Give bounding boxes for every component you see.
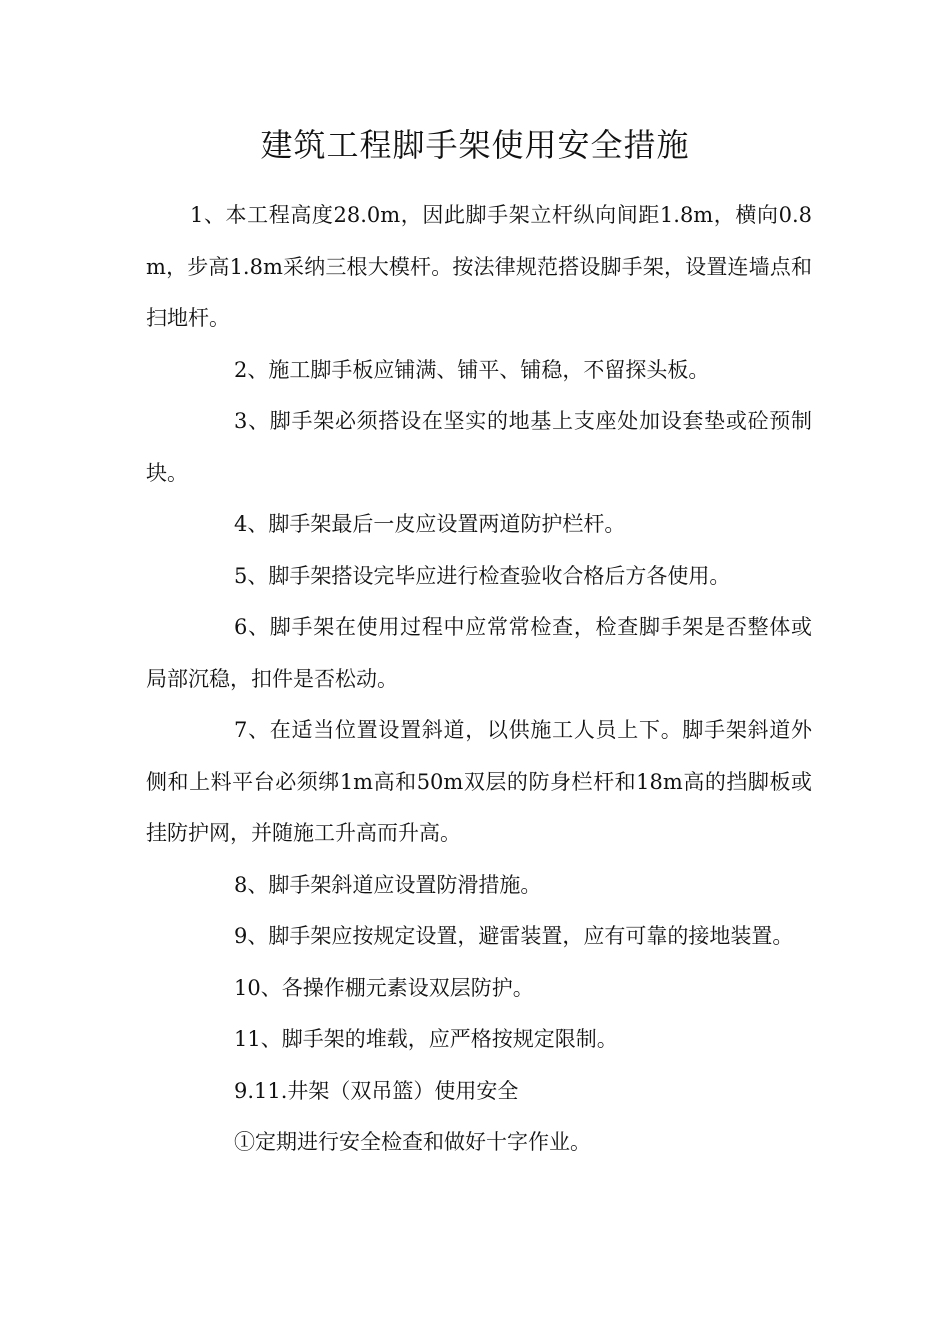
paragraph-2: 2、施工脚手板应铺满、铺平、铺稳，不留探头板。 bbox=[234, 357, 710, 382]
paragraph-10: 10、各操作棚元素设双层防护。 bbox=[234, 975, 534, 1000]
paragraph-11: 11、脚手架的堆载，应严格按规定限制。 bbox=[234, 1027, 618, 1051]
paragraph-7: 7、在适当位置设置斜道，以供施工人员上下。脚手架斜道外侧和上料平台必须绑1m高和50m双层的防身栏杆和18m高的挡脚板或挂防护网，并随施工升高而升高。 bbox=[146, 718, 812, 845]
paragraph-1: 1、本工程高度28.0m，因此脚手架立杆纵向间距1.8m，横向0.8m，步高1.8m采纳三根大模杆。按法律规范搭设脚手架，设置连墙点和扫地杆。 bbox=[146, 203, 812, 330]
document-body bbox=[146, 190, 812, 1169]
paragraph-4: 4、脚手架最后一皮应设置两道防护栏杆。 bbox=[234, 512, 626, 536]
paragraph-3: 3、脚手架必须搭设在坚实的地基上支座处加设套垫或砼预制块。 bbox=[146, 409, 812, 485]
paragraph-8: 8、脚手架斜道应设置防滑措施。 bbox=[234, 872, 542, 897]
paragraph-5: 5、脚手架搭设完毕应进行检查验收合格后方各使用。 bbox=[234, 563, 731, 588]
paragraph-6: 6、脚手架在使用过程中应常常检查，检查脚手架是否整体或局部沉稳，扣件是否松动。 bbox=[146, 615, 812, 691]
paragraph-9: 9、脚手架应按规定设置，避雷装置，应有可靠的接地装置。 bbox=[234, 924, 794, 948]
section-heading: 9.11.井架（双吊篮）使用安全 bbox=[234, 1078, 519, 1103]
paragraph-12: ①定期进行安全检查和做好十字作业。 bbox=[234, 1130, 591, 1154]
document-title: 建筑工程脚手架使用安全措施 bbox=[260, 126, 690, 164]
